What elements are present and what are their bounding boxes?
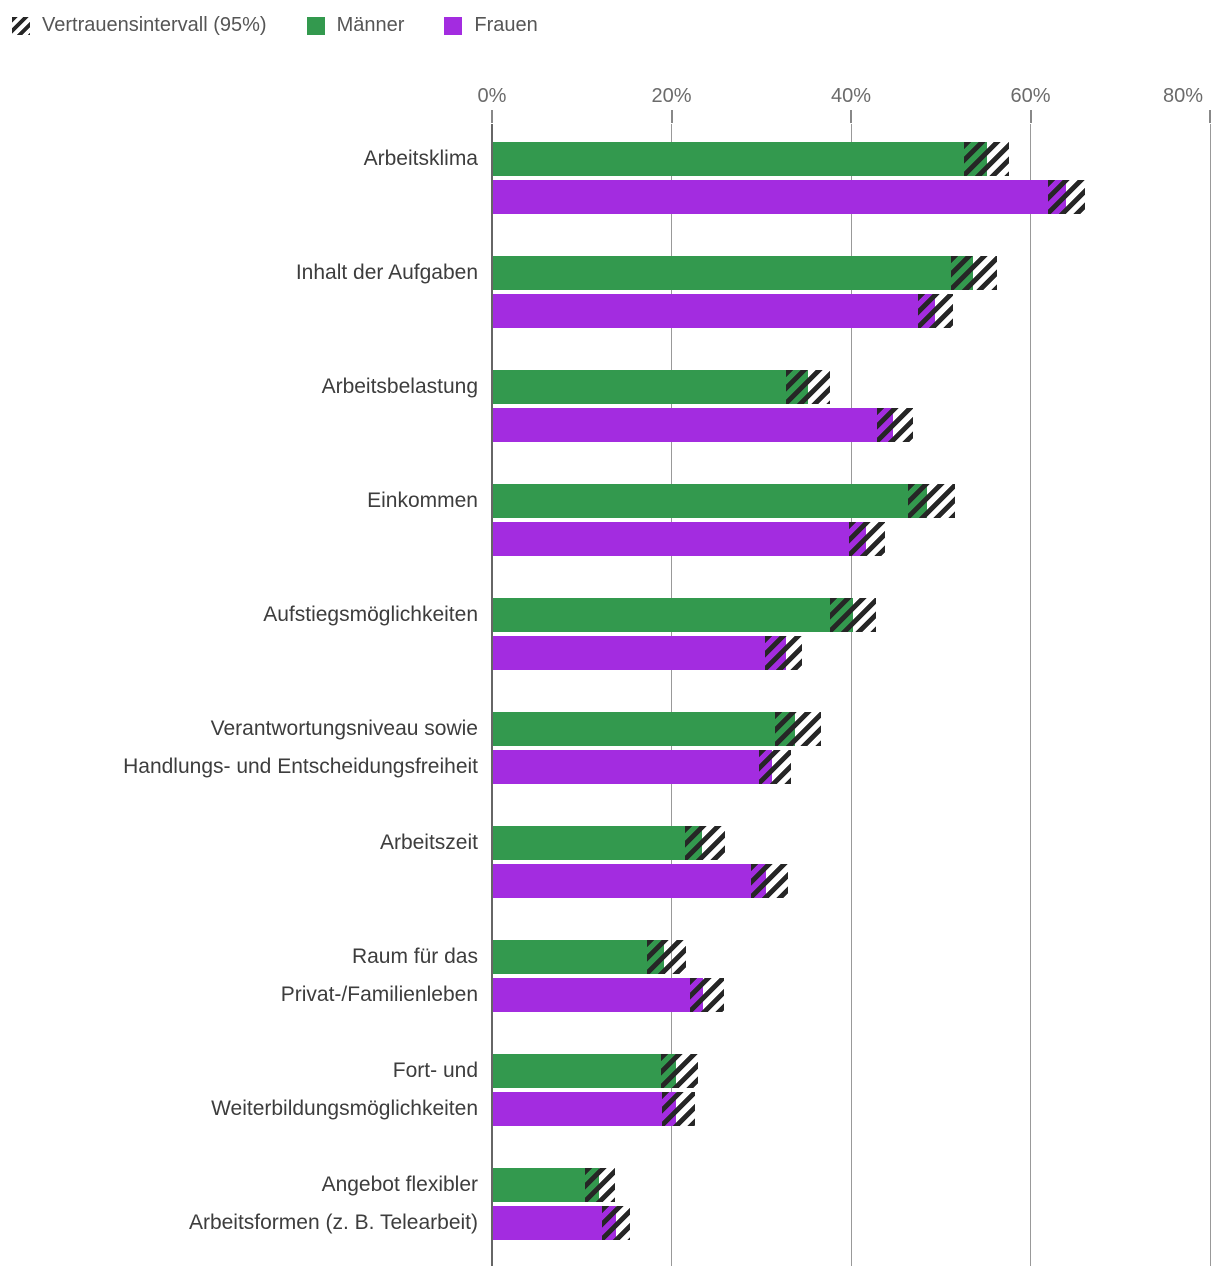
confidence-interval-band bbox=[1048, 180, 1086, 214]
confidence-interval-band bbox=[830, 598, 876, 632]
bar-maenner bbox=[493, 256, 973, 290]
confidence-interval-band bbox=[647, 940, 686, 974]
bar-frauen bbox=[493, 750, 772, 784]
bar-frauen bbox=[493, 1092, 676, 1126]
category-label-line: Arbeitsklima bbox=[363, 147, 478, 170]
x-tick-label: 60% bbox=[1010, 85, 1051, 107]
category-label-line: Fort- und bbox=[392, 1059, 478, 1082]
confidence-interval-band bbox=[751, 864, 789, 898]
legend-item-frauen[interactable] bbox=[444, 14, 537, 37]
category-label-line: Arbeitszeit bbox=[379, 831, 478, 854]
confidence-interval-band bbox=[765, 636, 802, 670]
confidence-interval-band bbox=[877, 408, 913, 442]
bar-frauen bbox=[493, 294, 935, 328]
bar-maenner bbox=[493, 712, 795, 746]
legend-label-maenner: Männer bbox=[336, 14, 405, 36]
category-label-line: Arbeitsformen (z. B. Telearbeit) bbox=[188, 1211, 478, 1234]
category-label-line: Aufstiegsmöglichkeiten bbox=[263, 603, 478, 626]
plot-area bbox=[492, 124, 1210, 1266]
bar-maenner bbox=[493, 484, 927, 518]
confidence-interval-band bbox=[849, 522, 885, 556]
bar-frauen bbox=[493, 180, 1066, 214]
confidence-interval-band bbox=[690, 978, 724, 1012]
bar-maenner bbox=[493, 826, 702, 860]
bar-maenner bbox=[493, 1054, 676, 1088]
confidence-interval-band bbox=[918, 294, 954, 328]
bar-maenner bbox=[493, 142, 987, 176]
category-label-line: Handlungs- und Entscheidungsfreiheit bbox=[123, 755, 478, 778]
confidence-interval-hatch-icon bbox=[12, 17, 30, 35]
category-label-line: Privat-/Familienleben bbox=[280, 983, 478, 1006]
maenner-color-swatch-icon bbox=[307, 17, 325, 35]
bar-frauen bbox=[493, 864, 766, 898]
x-tick-label: 0% bbox=[477, 85, 507, 107]
x-tick-label: 80% bbox=[1162, 85, 1204, 107]
confidence-interval-band bbox=[661, 1054, 698, 1088]
category-label-line: Verantwortungsniveau sowie bbox=[210, 717, 478, 740]
x-tick-mark bbox=[491, 110, 493, 123]
confidence-interval-band bbox=[602, 1206, 630, 1240]
confidence-interval-band bbox=[964, 142, 1009, 176]
confidence-interval-band bbox=[775, 712, 821, 746]
confidence-interval-band bbox=[908, 484, 956, 518]
bar-maenner bbox=[493, 598, 853, 632]
confidence-interval-band bbox=[685, 826, 725, 860]
category-label-line: Einkommen bbox=[367, 489, 478, 512]
x-tick-mark bbox=[1209, 110, 1211, 123]
confidence-interval-band bbox=[585, 1168, 616, 1202]
category-label-line: Inhalt der Aufgaben bbox=[295, 261, 478, 284]
category-label-line: Raum für das bbox=[351, 945, 478, 968]
gridline bbox=[1210, 124, 1211, 1266]
confidence-interval-band bbox=[759, 750, 791, 784]
frauen-color-swatch-icon bbox=[444, 17, 462, 35]
x-tick-mark bbox=[1030, 110, 1032, 123]
category-label-line: Angebot flexibler bbox=[321, 1173, 478, 1196]
bar-frauen bbox=[493, 1206, 616, 1240]
confidence-interval-band bbox=[786, 370, 831, 404]
x-tick-label: 20% bbox=[651, 85, 692, 107]
bar-frauen bbox=[493, 636, 786, 670]
bar-frauen bbox=[493, 522, 866, 556]
bar-frauen bbox=[493, 408, 893, 442]
x-tick-mark bbox=[850, 110, 852, 123]
bar-maenner bbox=[493, 1168, 599, 1202]
x-tick-label: 40% bbox=[830, 85, 872, 107]
bar-maenner bbox=[493, 940, 664, 974]
legend-item-maenner[interactable] bbox=[307, 14, 405, 37]
confidence-interval-band bbox=[951, 256, 998, 290]
bar-maenner bbox=[493, 370, 808, 404]
legend-label-frauen: Frauen bbox=[474, 14, 538, 36]
x-tick-mark bbox=[671, 110, 673, 123]
legend-item-confidence-interval[interactable] bbox=[12, 14, 267, 37]
legend-label-confidence-interval: Vertrauensintervall (95%) bbox=[42, 14, 267, 36]
category-label-line: Arbeitsbelastung bbox=[321, 375, 478, 398]
category-label-line: Weiterbildungsmöglichkeiten bbox=[211, 1097, 478, 1120]
legend bbox=[12, 14, 538, 37]
bar-frauen bbox=[493, 978, 703, 1012]
confidence-interval-band bbox=[662, 1092, 695, 1126]
gridline bbox=[1030, 124, 1031, 1266]
